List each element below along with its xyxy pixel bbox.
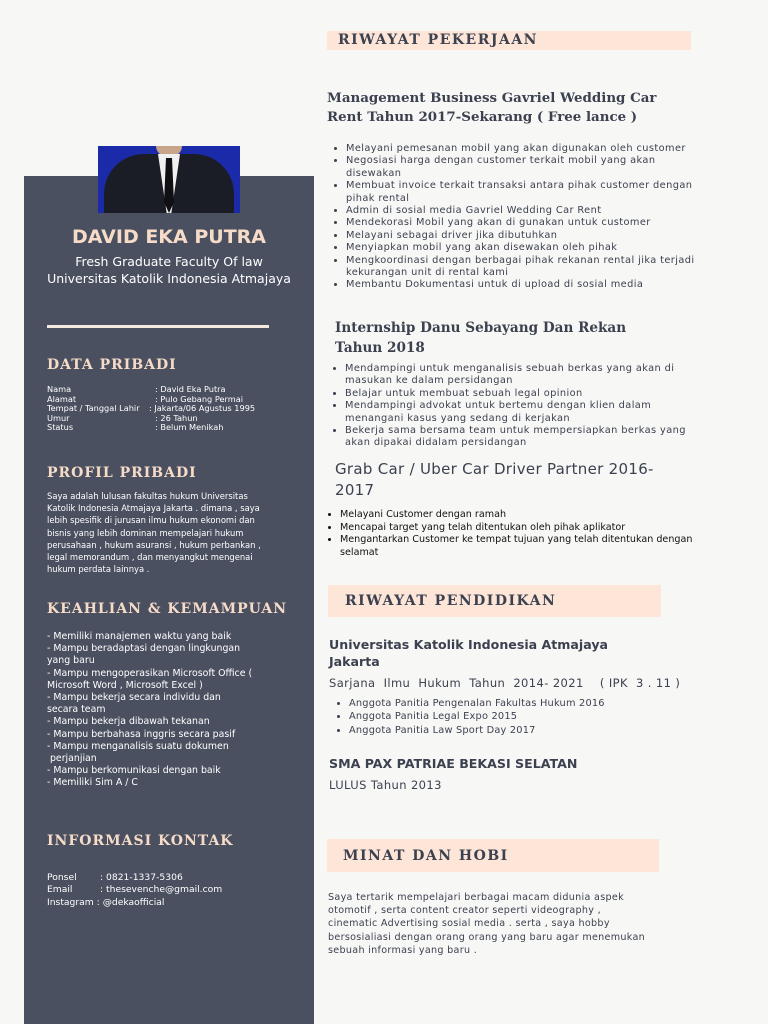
hobi-text: Saya tertarik mempelajari berbagai macam didunia aspek otomotif , serta content creator seperti videography , cinematic Advertising sosial media . serta , saya hobby bersosialiasi dengan orang orang yang baru agar menemukan sebuah informasi yang baru . [328,892,646,956]
sidebar-divider [47,325,269,328]
data-row: Status : Belum Menikah [47,422,224,433]
school-name: SMA PAX PATRIAE BEKASI SELATAN [329,756,578,771]
list-item: • Mengkoordinasi dengan berbagai pihak rekanan rental jika terjadi kekurangan unit di rental kami [346,255,706,280]
keahlian-list [47,631,267,790]
subtitle-line-1: Fresh Graduate Faculty Of law [75,254,263,269]
profil-heading: PROFIL PRIBADI [47,465,197,481]
hobi-heading: MINAT DAN HOBI [343,848,509,864]
candidate-name: DAVID EKA PUTRA [71,226,267,248]
job-title: Grab Car / Uber Car Driver Partner 2016- 2017 [335,460,654,499]
instagram-handle[interactable]: : @dekaofficial [96,896,165,908]
list-item: yang baru [47,655,95,667]
list-item: - Memiliki Sim A / C [47,777,138,789]
list-item: • Mendampingi advokat untuk bertemu dengan klien dalam menangani kasus yang sedang di kerjakan [345,400,707,425]
list-item: • Mencapai target yang telah ditentukan oleh pihak aplikator [340,522,705,535]
contact-row: Ponsel : 0821-1337-5306 [47,872,183,883]
list-item: • Melayani sebagai driver jika dibutuhkan [346,230,706,242]
profil-text: Saya adalah lulusan fakultas hukum Universitas Katolik Indonesia Atmajaya Jakarta . dimana , saya lebih spesifik di jurusan ilmu hukum ekonomi dan bisnis yang lebih dominan mempelajari hukum perusahaan , hukum asuransi , hukum perbankan , legal memorandum , dan menyangkut mengenai hukum perdata lainnya . [47,491,261,575]
job-title: Internship Danu Sebayang Dan Rekan Tahun 2018 [335,320,627,356]
list-item: • Melayani Customer dengan ramah [340,509,705,522]
phone-number[interactable]: : 0821-1337-5306 [100,872,183,883]
job-duties-list [331,143,706,292]
profile-photo [98,146,240,213]
list-item: • Bekerja sama bersama team untuk mempersiapkan berkas yang akan dipakai didalam persidangan [345,425,707,450]
university-name: Universitas Katolik Indonesia Atmajaya Jakarta [329,637,609,669]
list-item: • Membantu Dokumentasi untuk di upload di sosial media [346,279,706,291]
list-item: • Anggota Panitia Law Sport Day 2017 [349,724,709,737]
list-item: - Memiliki manajemen waktu yang baik [47,631,232,642]
contact-row: Email : thesevenche@gmail.com [47,884,223,896]
list-item: • Mengantarkan Customer ke tempat tujuan yang telah ditentukan dengan selamat [340,534,705,559]
data-row: Umur : 26 Tahun [47,412,198,423]
subtitle-line-2: Universitas Katolik Indonesia Atmajaya [47,271,291,286]
data-pribadi-heading: DATA PRIBADI [47,357,177,373]
data-row: Tempat / Tanggal Lahir : Jakarta/06 Agustus 1995 [47,403,256,414]
list-item: - Mampu bekerja secara individu dan [47,692,221,704]
list-item: secara team [47,704,106,716]
list-item: - Mampu menganalisis suatu dokumen [47,740,229,752]
email-link[interactable]: : thesevenche@gmail.com [100,884,223,896]
list-item: • Menyiapkan mobil yang akan disewakan oleh pihak [346,242,706,254]
hobi-band [327,839,659,872]
pendidikan-band [328,585,661,617]
list-item: - Mampu mengoperasikan Microsoft Office ( [47,667,253,679]
job-duties-list [325,509,705,559]
list-item: • Anggota Panitia Pengenalan Fakultas Hukum 2016 [349,697,709,710]
list-item: Microsoft Word , Microsoft Excel ) [47,679,203,691]
list-item: • Melayani pemesanan mobil yang akan digunakan oleh customer [346,143,706,155]
activities-list [334,697,709,737]
list-item: • Membuat invoice terkait transaksi antara pihak customer dengan pihak rental [346,180,706,205]
list-item: • Negosiasi harga dengan customer terkait mobil yang akan disewakan [346,155,706,180]
pendidikan-heading: RIWAYAT PENDIDIKAN [345,593,557,609]
list-item: - Mampu berbahasa inggris secara pasif [47,728,236,740]
job-title: Management Business Gavriel Wedding Car Rent Tahun 2017-Sekarang ( Free lance ) [327,90,657,125]
keahlian-heading: KEAHLIAN & KEMAMPUAN [47,601,288,617]
list-item: • Anggota Panitia Legal Expo 2015 [349,710,709,723]
kontak-heading: INFORMASI KONTAK [47,833,234,849]
school-status: LULUS Tahun 2013 [329,778,442,792]
list-item: - Mampu beradaptasi dengan lingkungan [47,643,241,655]
list-item: • Admin di sosial media Gavriel Wedding Car Rent [346,205,706,217]
pekerjaan-heading: RIWAYAT PEKERJAAN [338,32,538,48]
job-duties-list [330,363,707,450]
kontak-list [47,872,297,909]
list-item: - Mampu bekerja dibawah tekanan [47,716,210,728]
list-item: • Mendampingi untuk menganalisis sebuah berkas yang akan di masukan ke dalam persidangan [345,363,707,388]
pekerjaan-band [327,31,691,50]
data-pribadi-list [47,385,297,433]
data-row: Alamat : Pulo Gebang Permai [47,393,243,404]
list-item: perjanjian [47,753,97,765]
degree-info: Sarjana Ilmu Hukum Tahun 2014- 2021 ( IPK 3 . 11 ) [329,676,681,690]
list-item: • Belajar untuk membuat sebuah legal opinion [345,388,707,400]
list-item: - Mampu berkomunikasi dengan baik [47,765,221,777]
contact-row: Instagram : @dekaofficial [47,896,165,908]
data-row: Nama : David Eka Putra [47,384,226,394]
list-item: • Mendekorasi Mobil yang akan di gunakan untuk customer [346,217,706,229]
